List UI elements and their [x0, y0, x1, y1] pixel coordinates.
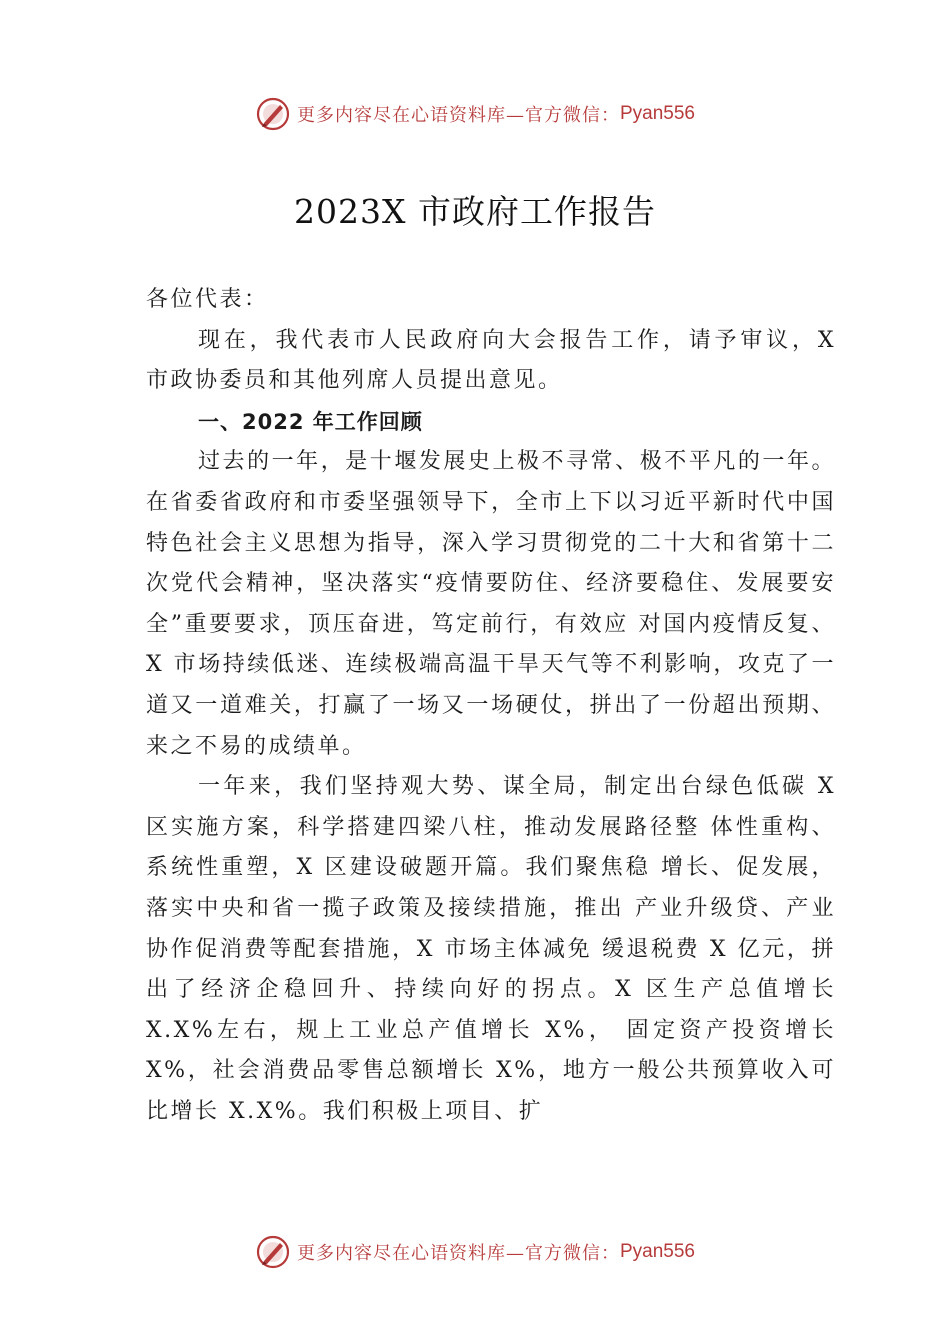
pen-logo-icon — [255, 96, 291, 132]
banner-text: 更多内容尽在心语资料库—官方微信： — [296, 105, 620, 126]
header-watermark-banner — [0, 92, 950, 136]
document-title: 2023X 市政府工作报告 — [294, 192, 656, 231]
review-paragraph-2: 一年来，我们坚持观大势、谋全局，制定出台绿色低碳 X 区实施方案，科学搭建四梁八柱，推动发展路径整 体性重构、系统性重塑，X 区建设破题开篇。我们聚焦稳 增长、促发展，落实中央和省一揽子政策及接续措施，推出 产业升级贷、产业协作促消费等配套措施，X 市场主体减免 缓退税费 X 亿元，拼出了经济企稳回升、持续向好的拐点。X 区生产总值增长 X.X%左右，规上工业总产值增长 X%， 固定资产投资增长 X%，社会消费品零售总额增长 X%，地方一般公共预算收入可比增长 X.X%。我们积极上项目、扩 — [146, 774, 836, 1124]
document-body — [146, 280, 836, 1132]
banner-wechat-id: Pyan556 — [619, 103, 695, 124]
banner-text: 更多内容尽在心语资料库—官方微信： — [296, 1243, 620, 1264]
footer-watermark-banner — [0, 1230, 950, 1274]
review-paragraph-1: 过去的一年，是十堰发展史上极不寻常、极不平凡的一年。在省委省政府和市委坚强领导下，全市上下以习近平新时代中国特色社会主义思想为指导，深入学习贯彻党的二十大和省第十二次党代会精神，坚决落实“疫情要防住、经济要稳住、发展要安全”重要要求，顶压奋进，笃定前行，有效应 对国内疫情反复、X 市场持续低迷、连续极端高温干旱天气等不利影响，攻克了一道又一道难关，打赢了一场又一场硬仗，拼出了一份超出预期、来之不易的成绩单。 — [146, 449, 836, 759]
salutation: 各位代表： — [146, 287, 269, 312]
intro-paragraph: 现在，我代表市人民政府向大会报告工作，请予审议，X 市政协委员和其他列席人员提出意见。 — [146, 327, 836, 394]
section-heading: 一、2022 年工作回顾 — [198, 409, 423, 434]
banner-wechat-id: Pyan556 — [619, 1241, 695, 1262]
pen-logo-icon — [255, 1234, 291, 1270]
